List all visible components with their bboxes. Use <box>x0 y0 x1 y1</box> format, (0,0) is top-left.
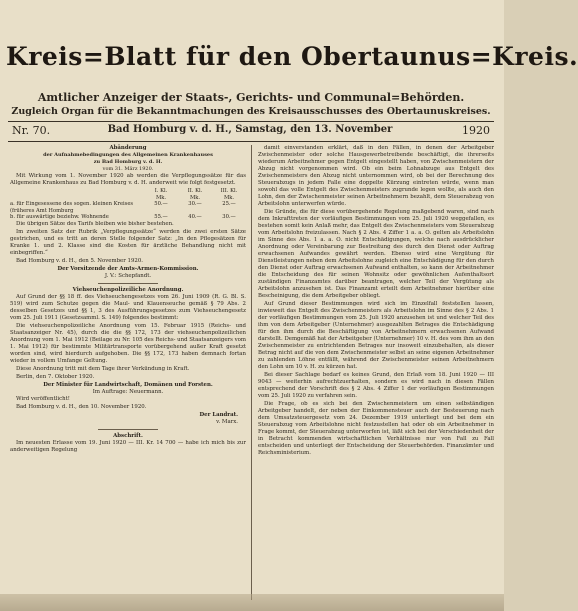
table-cell: 30.— <box>188 201 202 208</box>
section-subheading: zu Bad Homburg v. d. H. <box>93 159 163 165</box>
table-header: I. Kl. <box>154 188 168 194</box>
paragraph: Die übrigen Sätze des Tarifs bleiben wie bisher bestehen. <box>16 220 174 227</box>
section-subheading: vom 31. März 1920. <box>102 166 154 172</box>
paragraph: Diese Anordnung tritt mit dem Tage ihrer Verkündung in Kraft. <box>16 365 190 372</box>
paragraph: Im zweiten Satz der Rubrik „Verpflegungssätze“ werden die zwei ersten Sätze gestrichen, und es tritt an deren Stelle folgender Satz: „In den Pflegesätzen für Kranke 1. und 2. Klasse sind die Kosten für ärztliche Behandlung nicht mit einbegriffen.“ <box>10 228 246 256</box>
table-cell-label: b. für auswärtige beziehw. Wohnende <box>10 214 109 221</box>
section-divider <box>98 283 158 284</box>
issue-number: Nr. 70. <box>12 124 51 137</box>
table-cell: 40.— <box>188 214 202 221</box>
left-column <box>10 145 246 455</box>
table-row <box>10 201 246 214</box>
fee-table <box>10 188 246 221</box>
issue-year: 1920 <box>462 124 490 137</box>
signature: v. Marx. <box>216 418 238 425</box>
table-header: II. Kl. <box>187 188 203 194</box>
paragraph: Mit Wirkung vom 1. November 1920 ab werden die Verpflegungssätze für das Allgemeine Krankenhaus zu Bad Homburg v. d. H. anderweit wie folgt festgesetzt. <box>10 173 246 186</box>
paragraph: Auf Grund der §§ 18 ff. des Viehseuchengesetzes vom 26. Juni 1909 (R. G. Bl. S. 519) wird zum Schutze gegen die Maul- und Klauenseuche gemäß § 79 Abs. 2 desselben Gesetzes und §§ 1, 3 des Ausführungsgesetzes zum Viehseuchengesetz vom 25. Juli 1911 (Gesetzsamml. S. 149) folgendes bestimmt: <box>10 293 246 321</box>
signature: J. V.: Schepfandt. <box>104 272 152 279</box>
header-rule-bottom <box>8 141 494 142</box>
masthead-subtitle: Amtlicher Anzeiger der Staats-, Gerichts- und Communal=Behörden. <box>37 91 465 104</box>
issue-place-date: Bad Homburg v. d. H., Samstag, den 13. November <box>107 124 393 135</box>
issuing-authority: Der Landrat. <box>199 411 238 418</box>
issuing-authority: Der Minister für Landwirtschaft, Domänen und Forsten. <box>43 381 213 388</box>
dateline: Bad Homburg v. d. H., den 5. November 1920. <box>16 257 143 264</box>
masthead-block <box>0 0 578 150</box>
section-subheading: der Aufnahmebedingungen des Allgemeinen Krankenhauses <box>43 152 213 158</box>
masthead-subtitle-secondary: Zugleich Organ für die Bekanntmachungen des Kreisausschusses des Obertaunuskreises. <box>11 106 491 117</box>
paragraph: Die Gründe, die für diese vorübergehende Regelung maßgebend waren, sind nach dem Inkrafttreten der vorläufigen Bestimmungen vom 25. Juli 1920 weggefallen, es bestehen somit kein Anlaß mehr, das Entgelt des Zwischenmeisters vom Steuerabzug vom Arbeitslohn freizulassen. Nach § 2 Abs. 4 Ziffer 1 a. a. O. gelten als Arbeitslohn im Sinne des Abs. 1 a. a. O. nicht Entschädigungen, welche nach ausdrücklicher Anordnung oder Vereinbarung zur Bestreitung des durch den Dienst oder Auftrag erwachsenen Aufwandes gewährt werden. Ebenso wird eine Vergütung für Dienstleistungen neben dem Arbeitslohne zugleich eine Entschädigung für den durch den Dienst oder Auftrag erwachsenen Aufwand enthalten, so kann der Arbeitnehmer die Entscheidung des für seinen Wohnsitz oder gewöhnlichen Aufenthaltsort zuständigen Finanzamtes darüber beantragen, welcher Teil der Vergütung als Arbeitslohn anzusehen ist. Das Finanzamt erteilt dem Arbeitnehmer hierüber eine Bescheinigung, die dem Arbeitgeber obliegt. <box>258 209 494 299</box>
masthead-title: Kreis=Blatt für den Obertaunus=Kreis. <box>6 42 578 71</box>
table-row <box>10 195 246 202</box>
paragraph: Auf Grund dieser Bestimmungen wird sich im Einzelfall feststellen lassen, inwieweit das Entgelt des Zwischenmeisters als Arbeitslohn im Sinne des § 2 Abs. 1 der vorläufigen Bestimmungen vom 25. Juli 1920 anzusehen ist und welcher Teil des ihm von dem Arbeitgeber (Unternehmer) ausgezahlten Betrages die Entschädigung für den ihm durch die Beschäftigung von Arbeitnehmern erwachsenen Aufwand darstellt. Demgemäß hat der Arbeitgeber (Unternehmer) 10 v. H. des vom ihm an den Zwischenmeister zu entrichtenden Betrages nur insoweit einzubehalten, als dieser Betrag nicht auf die von dem Zwischenmeister selbst an seine eigenen Arbeitnehmer zu zahlenden Löhne entfällt, während der Zwischenmeister seinen Arbeitnehmern den Lohn um 10 v. H. zu kürzen hat. <box>258 301 494 370</box>
paragraph: damit einverstanden erklärt, daß in den Fällen, in denen der Arbeitgeber Zwischenmeister oder solche Hausgewerbetreibende beschäftigt, die ihrerseits wiederum Arbeitnehmer gegen Entgelt eingestellt haben, von Zwischenmeistern der Abzug nicht vorgenommen wird. Ob ein beim Lohnabzuge aus Entgelt des Zwischenmeisters den Abzug nicht unternommen wird, ob bei der Berechnung des Steuerabzugs in jedem Falle eine doppelte Kürzung eintreten würde, wenn man sowohl das volle Entgelt des Zwischenmeisters zugrunde legen wollte, als auch den Lohn, den der Zwischenmeister seinen Arbeitnehmern bezahlt, dem Steuerabzug von Arbeitslohn unterwerfen würde. <box>258 145 494 207</box>
table-cell: 30.— <box>222 214 236 221</box>
table-unit: Mk. <box>189 194 201 201</box>
issuing-authority: Der Vorsitzende der Amts-Armen-Kommission. <box>57 265 199 272</box>
table-unit: Mk. <box>155 194 167 201</box>
issue-line <box>8 123 494 139</box>
column-divider <box>251 145 252 600</box>
header-rule-top <box>8 121 494 122</box>
paragraph: Im neuesten Erlasse vom 19. Juni 1920 — III. Kr. 14 700 — habe ich mich bis zur anderweitigen Regelung <box>10 439 246 453</box>
right-column <box>258 145 494 458</box>
table-cell-label: a. für Eingesessene des sogen. kleinen Kreises (früheres Amt Homburg <box>10 201 134 214</box>
signature: Im Auftrage: Neuermann. <box>92 388 164 395</box>
table-row <box>10 214 246 221</box>
section-heading: Abschrift. <box>113 432 143 439</box>
table-row <box>10 188 246 195</box>
dateline: Berlin, den 7. Oktober 1920. <box>16 373 95 380</box>
table-cell: 55.— <box>154 214 168 221</box>
section-heading: Abänderung <box>109 145 147 151</box>
section-divider <box>98 429 158 430</box>
section-heading: Viehseuchenpolizeiliche Anordnung. <box>72 286 184 293</box>
table-cell: 50.— <box>154 201 168 208</box>
table-header: III. Kl. <box>220 188 238 194</box>
page-fold-shadow <box>0 594 504 611</box>
dateline: Bad Homburg v. d. H., den 10. November 1920. <box>16 403 147 410</box>
paragraph: Die viehseuchenpolizeiliche Anordnung vom 15. Februar 1915 (Reichs- und Staatsanzeiger Nr. 45), durch die die §§ 172, 173 der viehseuchenpolizeilichen Anordnung vom 1. Mai 1912 (Beilage zu Nr. 105 des Reichs- und Staatsanzeigers vom 1. Mai 1912) für bestimmte Militärtransporte vorübergehend außer Kraft gesetzt worden sind, wird hierdurch aufgehoben. Die §§ 172, 173 haben demnach fortan wieder in vollem Umfange Geltung. <box>10 322 246 364</box>
table-cell: 25.— <box>222 201 236 208</box>
paragraph: Die Frage, ob es sich bei den Zwischenmeistern um einen selbständigen Arbeitgeber handelt, der neben der Einkommensteuer auch der Besteuerung nach dem Umsatzsteuergesetz vom 24. Dezember 1919 unterliegt und bei dem ein Steuerabzug vom Arbeitslohne nicht festzustellen hat oder ob ein Arbeitnehmer in Frage kommt, der Steuerabzug unterworfen ist, läßt sich bei der Verschiedenheit der in Betracht kommenden wirtschaftlichen Verhältnisse nur von Fall zu Fall entscheiden und unterliegt der Entscheidung der Steuerbehörden. Finanzämter und Reichsministerium. <box>258 401 494 456</box>
table-unit: Mk. <box>223 194 235 201</box>
paragraph: Wird veröffentlicht! <box>16 395 70 402</box>
paragraph: Bei dieser Sachlage bedarf es keines Grund, den Erlaß vom 18. Juni 1920 — III 9043 — weiterhin aufrechtzuerhalten, sondern es wird nach in diesen Fällen entsprechend der Vorschrift des § 2 Abs. 4 Ziffer 1 der vorläufigen Bestimmungen vom 25. Juli 1920 zu verfahren sein. <box>258 372 494 399</box>
